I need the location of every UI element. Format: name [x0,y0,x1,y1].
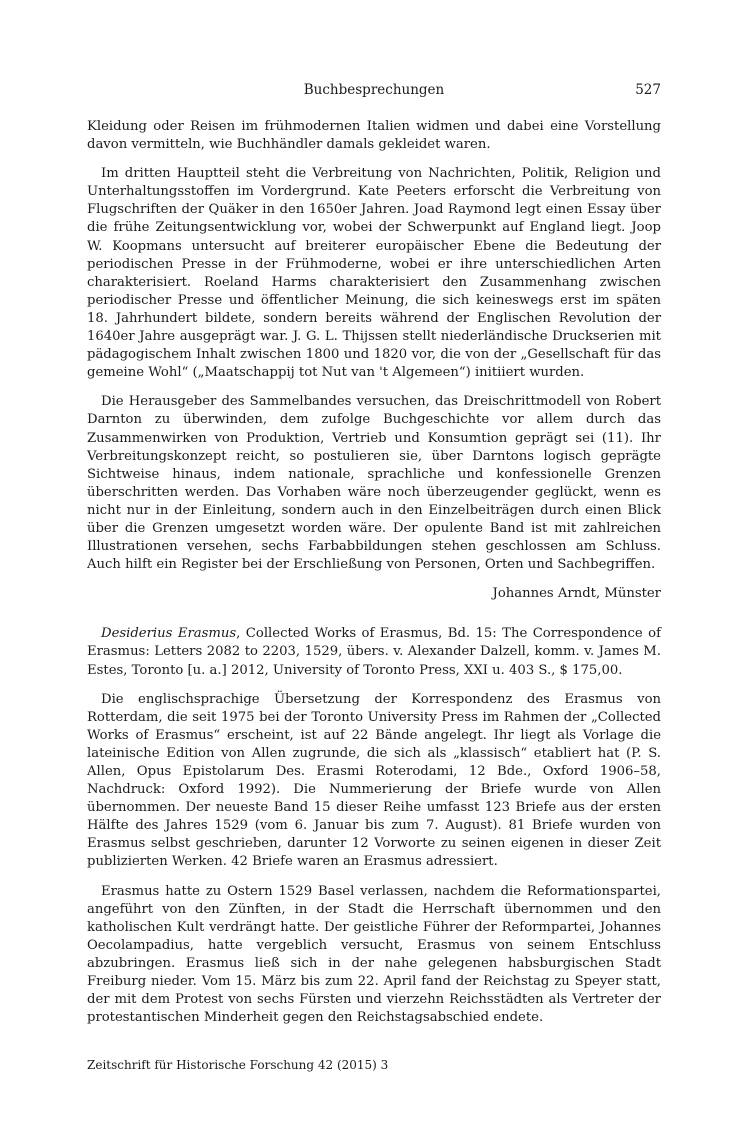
paragraph: Erasmus hatte zu Ostern 1529 Basel verlassen, nachdem die Reformationspartei, angeführt von den Zünften, in der Stadt die Herrschaft übernommen und den katholischen Kult verdrängt hatte. Der geistliche Führer der Reformpartei, Johannes Oecolampadius, hatte vergeblich versucht, Erasmus von seinem Entschluss abzubringen. Erasmus ließ sich in der nahe gelegenen habsburgischen Stadt Freiburg nieder. Vom 15. März bis zum 22. April fand der Reichstag zu Speyer statt, der mit dem Protest von sechs Fürsten und vierzehn Reichsstädten als Vertreter der protestantischen Minderheit gegen den Reichstagsabschied endete. [87,883,661,1026]
review-heading [87,625,661,679]
reviewer-signature: Johannes Arndt, Münster [492,586,661,602]
running-title: Buchbesprechungen [303,82,445,98]
body-text [87,118,661,1038]
paragraph: Die englischsprachige Übersetzung der Korrespondenz des Erasmus von Rotterdam, die seit 1975 bei der Toronto University Press im Rahmen der „Collected Works of Erasmus“ erscheint, ist auf 22 Bände angelegt. Ihr liegt als Vorlage die lateinische Edition von Allen zugrunde, die sich als „klassisch“ etabliert hat (P. S. Allen, Opus Epistolarum Des. Erasmi Roterodami, 12 Bde., Oxford 1906–58, Nachdruck: Oxford 1992). Die Nummerierung der Briefe wurde von Allen übernommen. Der neueste Band 15 dieser Reihe umfasst 123 Briefe aus der ersten Hälfte des Jahres 1529 (vom 6. Januar bis zum 7. August). 81 Briefe wurden von Erasmus selbst geschrieben, darunter 12 Vorworte zu seinen eigenen in dieser Zeit publizierten Werken. 42 Briefe waren an Erasmus adressiert. [87,691,661,870]
book-author: Desiderius Erasmus [101,626,237,642]
paragraph: Im dritten Hauptteil steht die Verbreitung von Nachrichten, Politik, Religion und Unterhaltungsstoffen im Vordergrund. Kate Peeters erforscht die Verbreitung von Flugschriften der Quäker in den 1650er Jahren. Joad Raymond legt einen Essay über die frühe Zeitungsentwicklung vor, wobei der Schwerpunkt auf England liegt. Joop W. Koopmans untersucht auf breiterer europäischer Ebene die Bedeutung der periodischen Presse in der Frühmoderne, wobei er ihre unterschiedlichen Arten charakterisiert. Roeland Harms charakterisiert den Zusammenhang zwischen periodischer Presse und öffentlicher Meinung, die sich keineswegs erst im späten 18. Jahrhundert bildete, sondern bereits während der Englischen Revolution der 1640er Jahre ausgeprägt war. J. G. L. Thijssen stellt niederländische Druckserien mit pädagogischem Inhalt zwischen 1800 und 1820 vor, die von der „Gesellschaft für das gemeine Wohl“ („Maatschappij tot Nut van 't Algemeen“) initiiert wurden. [87,166,661,381]
paragraph: Kleidung oder Reisen im frühmodernen Italien widmen und dabei eine Vorstellung davon vermitteln, wie Buchhändler damals gekleidet waren. [87,119,661,153]
paragraph: Die Herausgeber des Sammelbandes versuchen, das Dreischrittmodell von Robert Darnton zu überwinden, dem zufolge Buchgeschichte vor allem durch das Zusammenwirken von Produktion, Vertrieb und Konsumtion geprägt sei (11). Ihr Verbreitungskonzept reicht, so postulieren sie, über Darntons logisch geprägte Sichtweise hinaus, indem nationale, sprachliche und konfessionelle Grenzen überschritten werden. Das Vorhaben wäre noch überzeugender geglückt, wenn es nicht nur in der Einleitung, sondern auch in den Einzelbeiträgen durch einen Blick über die Grenzen umgesetzt worden wäre. Der opulente Band ist mit zahlreichen Illustrationen versehen, sechs Farbabbildungen stehen geschlossen am Schluss. Auch hilft ein Register bei der Erschließung von Personen, Orten und Sachbegriffen. [87,394,661,573]
page-number: 527 [635,82,661,98]
book-citation: , Collected Works of Erasmus, Bd. 15: The Correspondence of Erasmus: Letters 2082 to 2203, 1529, übers. v. Alexander Dalzell, komm. v. James M. Estes, Toronto [u. a.] 2012, University of Toronto Press, XXI u. 403 S., $ 175,00. [87,626,661,678]
journal-footer: Zeitschrift für Historische Forschung 42 (2015) 3 [87,1058,389,1072]
running-header [87,82,661,102]
